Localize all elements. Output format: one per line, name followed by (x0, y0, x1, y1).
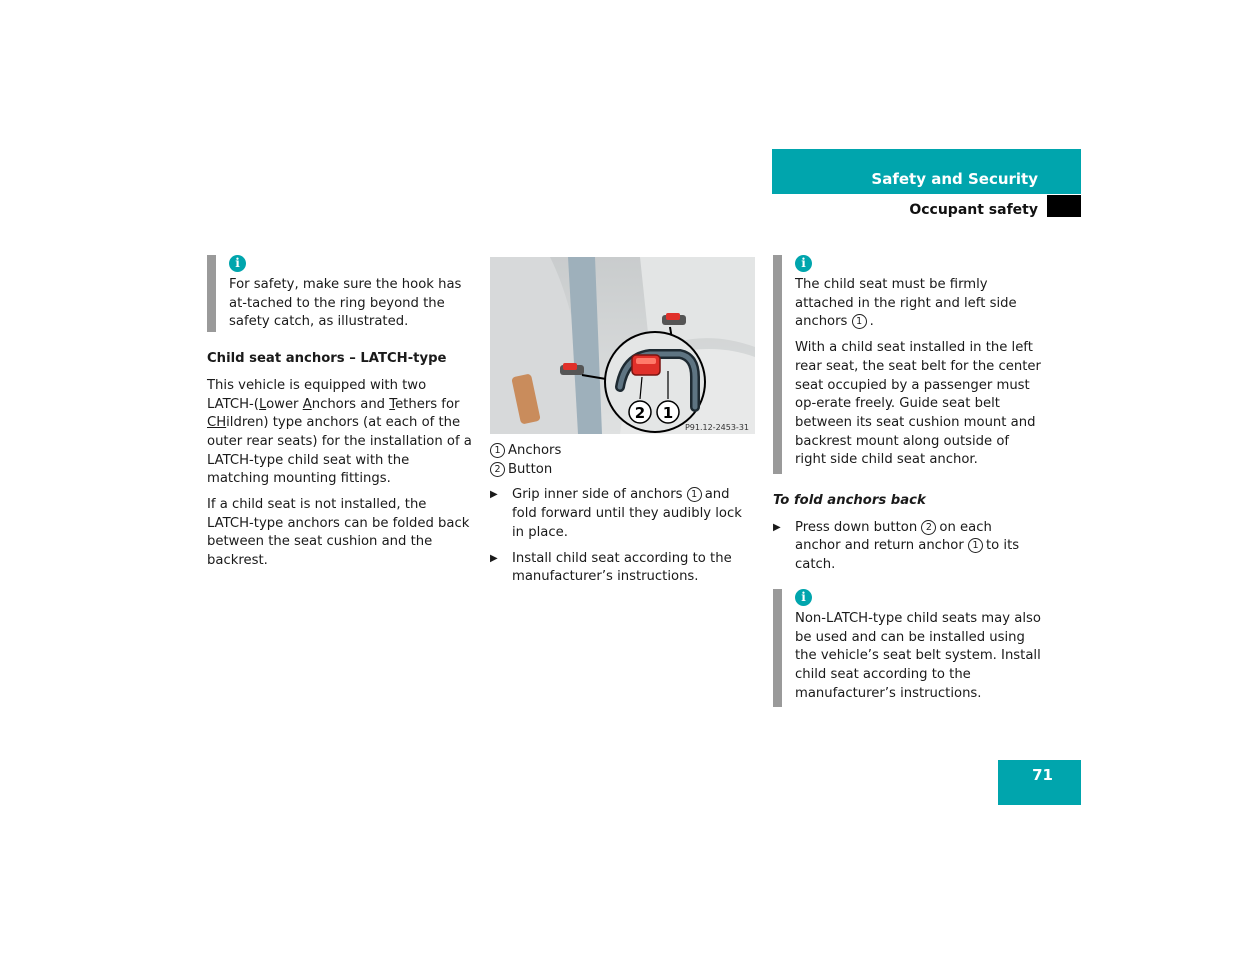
subsection-title: Occupant safety (909, 202, 1038, 218)
info-icon: i (795, 589, 812, 606)
procedure-heading: To fold anchors back (773, 493, 926, 509)
svg-text:1: 1 (662, 404, 674, 422)
right-column (773, 255, 1041, 707)
info-note (773, 255, 1041, 474)
fold-back-description: If a child seat is not installed, the LATCH-type anchors can be folded back between the seat cushion and the backrest. (207, 497, 470, 569)
anchor-marker-left (563, 363, 577, 370)
info-note (773, 589, 1041, 708)
seat-anchor-figure (490, 257, 755, 434)
legend-item: 1 Anchors (490, 442, 758, 461)
bullet-arrow-icon: ▶ (490, 552, 498, 564)
note-bar (773, 589, 782, 708)
info-icon: i (795, 255, 812, 272)
page-number: 71 (1032, 766, 1053, 784)
section-tab-marker (1047, 195, 1081, 217)
info-note (207, 255, 473, 332)
middle-column (490, 442, 758, 594)
instruction-step: ▶ Install child seat according to the manufacturer’s instructions. (490, 550, 732, 585)
note-text: For safety, make sure the hook has at-tached to the ring beyond the safety catch, as illustrated. (229, 277, 462, 330)
legend-item: 2 Button (490, 461, 758, 480)
note-text: Non-LATCH-type child seats may also be used and can be installed using the vehicle’s seat belt system. Install child seat according to the manufacturer’s instructions. (795, 610, 1041, 701)
info-icon: i (229, 255, 246, 272)
bullet-arrow-icon: ▶ (773, 521, 781, 533)
bullet-arrow-icon: ▶ (490, 489, 498, 501)
section-title: Safety and Security (871, 170, 1038, 188)
svg-text:2: 2 (634, 404, 646, 422)
latch-description: This vehicle is equipped with two LATCH-(Lower Anchors and Tethers for CHildren) type anchors (at each of the outer rear seats) for the installation of a LATCH-type child seat with the matching mounting fittings. (207, 377, 472, 487)
section-heading: Child seat anchors – LATCH-type (207, 351, 447, 367)
instruction-step: ▶ Grip inner side of anchors 1 and fold forward until they audibly lock in place. (490, 487, 742, 540)
instruction-step: ▶ Press down button 2 on each anchor and return anchor 1 to its catch. (773, 519, 1020, 573)
anchor-illustration (490, 257, 755, 434)
page-number-tab (998, 760, 1081, 805)
note-text: With a child seat installed in the left rear seat, the seat belt for the center seat occupied by a passenger must op-erate freely. Guide seat belt between its seat cushion mount and backrest mount along outside of right side child seat anchor. (795, 340, 1041, 468)
note-text: The child seat must be firmly attached in the right and left side anchors 1 . (795, 277, 1017, 330)
note-bar (207, 255, 216, 332)
anchor-marker-right (666, 313, 680, 320)
left-column (207, 255, 473, 578)
note-bar (773, 255, 782, 474)
figure-code: P91.12-2453-31 (684, 423, 749, 432)
